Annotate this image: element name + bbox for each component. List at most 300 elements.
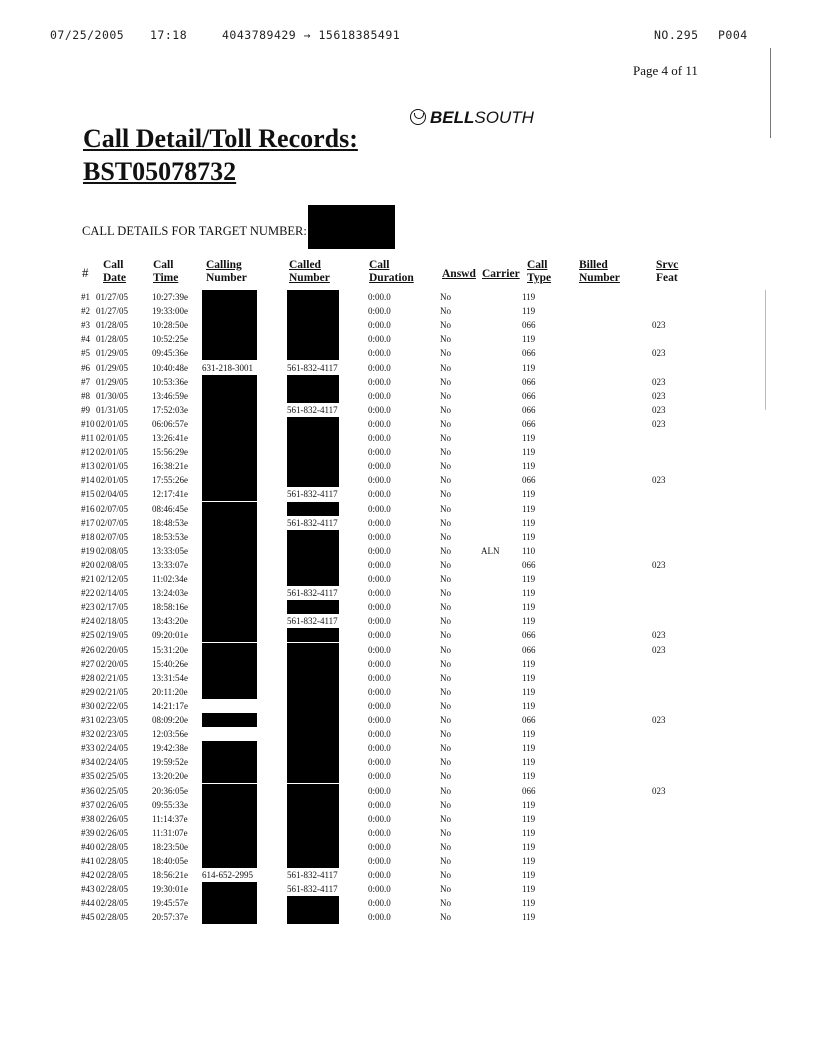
answered: No	[440, 644, 451, 655]
called-number-redaction	[287, 840, 339, 854]
call-date: 01/28/05	[96, 320, 129, 331]
service-feature: 023	[652, 320, 666, 331]
service-feature: 023	[652, 715, 666, 725]
call-type: 119	[522, 602, 536, 613]
calling-number-redaction	[202, 741, 257, 755]
calling-number-redaction	[202, 826, 257, 840]
row-index: #12	[81, 447, 95, 458]
call-type: 119	[522, 743, 536, 754]
table-row	[0, 417, 816, 431]
call-date: 02/24/05	[96, 757, 129, 768]
call-duration: 0:00.0	[368, 447, 391, 458]
bellsouth-logo	[410, 108, 534, 128]
table-row	[0, 868, 816, 882]
calling-number-redaction	[202, 643, 257, 657]
table-row	[0, 896, 816, 910]
call-date: 02/28/05	[96, 912, 129, 923]
called-number: 561-832-4117	[287, 489, 338, 500]
call-duration: 0:00.0	[368, 574, 391, 584]
call-duration: 0:00.0	[368, 334, 391, 345]
table-row	[0, 431, 816, 445]
call-time: 15:56:29e	[152, 447, 188, 458]
header-line: Answd	[442, 268, 476, 280]
call-date: 02/18/05	[96, 616, 129, 627]
call-type: 119	[522, 700, 536, 711]
answered: No	[440, 362, 451, 373]
called-number-redaction	[287, 473, 339, 487]
call-date: 01/29/05	[96, 362, 129, 373]
call-date: 02/28/05	[96, 884, 129, 895]
call-time: 18:58:16e	[152, 602, 188, 613]
calling-number-redaction	[202, 502, 257, 516]
table-row	[0, 502, 816, 516]
calling-number-redaction	[202, 840, 257, 854]
call-type: 066	[522, 644, 536, 655]
row-index: #30	[81, 700, 95, 711]
call-duration: 0:00.0	[368, 475, 391, 486]
row-index: #14	[81, 475, 95, 486]
called-number-redaction	[287, 558, 339, 572]
call-duration: 0:00.0	[368, 856, 391, 866]
call-time: 06:06:57e	[152, 418, 188, 429]
call-time: 13:26:41e	[152, 433, 188, 443]
call-type: 066	[522, 404, 536, 415]
table-row	[0, 332, 816, 346]
called-number-redaction	[287, 685, 339, 699]
call-duration: 0:00.0	[368, 292, 391, 302]
answered: No	[440, 743, 451, 754]
called-number-redaction	[287, 727, 339, 741]
call-time: 10:27:39e	[152, 292, 188, 302]
row-index: #7	[81, 376, 90, 387]
table-row	[0, 558, 816, 572]
call-time: 12:03:56e	[152, 729, 188, 740]
calling-number-redaction	[202, 896, 257, 910]
header-line: Duration	[369, 272, 414, 284]
table-row	[0, 389, 816, 403]
calling-number-redaction	[202, 671, 257, 685]
answered: No	[440, 475, 451, 486]
table-row	[0, 713, 816, 727]
called-number-redaction	[287, 657, 339, 671]
calling-number-redaction	[202, 910, 257, 924]
page-title: Call Detail/Toll Records:	[83, 124, 358, 153]
call-date: 02/07/05	[96, 517, 129, 528]
fax-time: 17:18	[150, 28, 188, 42]
called-number-redaction	[287, 530, 339, 544]
call-type: 119	[522, 813, 536, 824]
table-row	[0, 657, 816, 671]
call-type: 119	[522, 827, 536, 838]
call-type: 119	[522, 672, 536, 683]
table-row	[0, 459, 816, 473]
service-feature: 023	[652, 348, 666, 359]
call-date: 02/12/05	[96, 574, 129, 584]
call-type: 119	[522, 856, 536, 866]
fax-date: 07/25/2005	[50, 28, 125, 42]
call-type: 119	[522, 433, 536, 443]
table-row	[0, 530, 816, 544]
table-row	[0, 671, 816, 685]
call-date: 02/01/05	[96, 461, 129, 472]
answered: No	[440, 870, 451, 881]
answered: No	[440, 757, 451, 768]
call-type: 119	[522, 447, 536, 458]
header-line: Call	[153, 259, 174, 271]
call-duration: 0:00.0	[368, 841, 391, 852]
called-number-redaction	[287, 502, 339, 516]
header-answd	[442, 268, 476, 281]
row-index: #34	[81, 757, 95, 768]
call-duration: 0:00.0	[368, 306, 391, 317]
header-line: Date	[103, 272, 126, 284]
called-number-redaction	[287, 572, 339, 586]
called-number-redaction	[287, 445, 339, 459]
fax-page: P004	[718, 28, 748, 42]
call-date: 02/26/05	[96, 813, 129, 824]
answered: No	[440, 447, 451, 458]
call-date: 02/19/05	[96, 630, 129, 641]
header-carrier	[482, 268, 520, 281]
called-number: 561-832-4117	[287, 362, 338, 373]
calling-number-redaction	[202, 798, 257, 812]
header-call-type	[527, 259, 551, 285]
call-time: 13:33:07e	[152, 559, 188, 570]
fax-route: 4043789429 → 15618385491	[222, 28, 401, 42]
call-date: 01/31/05	[96, 404, 129, 415]
call-time: 14:21:17e	[152, 700, 188, 711]
call-date: 02/23/05	[96, 729, 129, 740]
row-index: #36	[81, 785, 95, 796]
call-date: 02/01/05	[96, 475, 129, 486]
called-number-redaction	[287, 896, 339, 910]
call-date: 02/25/05	[96, 771, 129, 782]
call-type: 119	[522, 884, 536, 895]
call-date: 02/07/05	[96, 531, 129, 542]
call-type: 066	[522, 390, 536, 401]
call-time: 09:55:33e	[152, 799, 188, 810]
call-duration: 0:00.0	[368, 616, 391, 627]
call-type: 119	[522, 898, 536, 909]
row-index: #43	[81, 884, 95, 895]
call-type: 119	[522, 729, 536, 740]
header-line: Srvc	[656, 259, 679, 271]
call-duration: 0:00.0	[368, 658, 391, 669]
header-billed-number	[579, 259, 620, 285]
calling-number: 614-652-2995	[202, 870, 253, 881]
call-type: 119	[522, 461, 536, 472]
call-date: 02/22/05	[96, 700, 129, 711]
called-number-redaction	[287, 304, 339, 318]
calling-number-redaction	[202, 628, 257, 642]
call-type: 066	[522, 630, 536, 641]
answered: No	[440, 813, 451, 824]
service-feature: 023	[652, 630, 666, 641]
row-index: #33	[81, 743, 95, 754]
calling-number-redaction	[202, 586, 257, 600]
table-row	[0, 784, 816, 798]
called-number-redaction	[287, 741, 339, 755]
table-row	[0, 755, 816, 769]
calling-number-redaction	[202, 403, 257, 417]
answered: No	[440, 785, 451, 796]
table-row	[0, 487, 816, 501]
called-number-redaction	[287, 812, 339, 826]
table-row	[0, 346, 816, 360]
call-date: 02/01/05	[96, 447, 129, 458]
call-type: 066	[522, 376, 536, 387]
row-index: #32	[81, 729, 95, 740]
called-number-redaction	[287, 628, 339, 642]
call-type: 066	[522, 559, 536, 570]
call-duration: 0:00.0	[368, 404, 391, 415]
call-duration: 0:00.0	[368, 813, 391, 824]
call-duration: 0:00.0	[368, 531, 391, 542]
calling-number-redaction	[202, 600, 257, 614]
call-type: 066	[522, 320, 536, 331]
call-duration: 0:00.0	[368, 630, 391, 641]
call-time: 08:46:45e	[152, 503, 188, 514]
call-time: 18:40:05e	[152, 856, 188, 866]
calling-number-redaction	[202, 318, 257, 332]
calling-number-redaction	[202, 417, 257, 431]
called-number-redaction	[287, 389, 339, 403]
calling-number-redaction	[202, 544, 257, 558]
answered: No	[440, 489, 451, 500]
called-number-redaction	[287, 332, 339, 346]
calling-number-redaction	[202, 854, 257, 868]
answered: No	[440, 771, 451, 782]
table-row	[0, 741, 816, 755]
target-number-redaction	[308, 205, 395, 249]
answered: No	[440, 827, 451, 838]
called-number-redaction	[287, 699, 339, 713]
call-duration: 0:00.0	[368, 362, 391, 373]
row-index: #13	[81, 461, 95, 472]
service-feature: 023	[652, 644, 666, 655]
call-duration: 0:00.0	[368, 602, 391, 613]
call-time: 15:31:20e	[152, 644, 188, 655]
header-line: Call	[369, 259, 390, 271]
table-row	[0, 600, 816, 614]
table-row	[0, 375, 816, 389]
call-date: 02/01/05	[96, 418, 129, 429]
row-index: #31	[81, 715, 95, 725]
call-duration: 0:00.0	[368, 771, 391, 782]
table-row	[0, 614, 816, 628]
called-number-redaction	[287, 671, 339, 685]
call-time: 10:40:48e	[152, 362, 188, 373]
call-duration: 0:00.0	[368, 503, 391, 514]
calling-number-redaction	[202, 572, 257, 586]
answered: No	[440, 616, 451, 627]
table-row	[0, 812, 816, 826]
call-duration: 0:00.0	[368, 827, 391, 838]
table-row	[0, 318, 816, 332]
call-time: 19:42:38e	[152, 743, 188, 754]
call-type: 119	[522, 531, 536, 542]
call-time: 09:20:01e	[152, 630, 188, 641]
call-duration: 0:00.0	[368, 644, 391, 655]
table-row	[0, 290, 816, 304]
call-time: 20:11:20e	[152, 686, 188, 697]
call-date: 02/21/05	[96, 672, 129, 683]
call-time: 20:36:05e	[152, 785, 188, 796]
call-duration: 0:00.0	[368, 320, 391, 331]
table-row	[0, 304, 816, 318]
call-date: 01/29/05	[96, 348, 129, 359]
table-row	[0, 586, 816, 600]
call-duration: 0:00.0	[368, 461, 391, 472]
fax-header	[0, 28, 816, 44]
call-type: 119	[522, 362, 536, 373]
answered: No	[440, 700, 451, 711]
calling-number: 631-218-3001	[202, 362, 253, 373]
row-index: #28	[81, 672, 95, 683]
calling-number-redaction	[202, 375, 257, 389]
called-number-redaction	[287, 600, 339, 614]
answered: No	[440, 376, 451, 387]
header-line: Type	[527, 272, 552, 284]
call-type: 119	[522, 686, 536, 697]
called-number: 561-832-4117	[287, 404, 338, 415]
call-time: 19:30:01e	[152, 884, 188, 895]
call-duration: 0:00.0	[368, 489, 391, 500]
call-time: 13:43:20e	[152, 616, 188, 627]
fax-number: NO.295	[654, 28, 699, 42]
called-number-redaction	[287, 755, 339, 769]
called-number-redaction	[287, 854, 339, 868]
call-date: 02/04/05	[96, 489, 129, 500]
header-line: Calling	[206, 259, 242, 271]
call-duration: 0:00.0	[368, 898, 391, 909]
call-date: 01/28/05	[96, 334, 129, 345]
call-type: 066	[522, 475, 536, 486]
call-duration: 0:00.0	[368, 785, 391, 796]
call-time: 13:20:20e	[152, 771, 188, 782]
call-type: 119	[522, 870, 536, 881]
call-time: 18:53:53e	[152, 531, 188, 542]
table-row	[0, 685, 816, 699]
call-date: 01/27/05	[96, 292, 129, 302]
calling-number-redaction	[202, 332, 257, 346]
call-time: 13:33:05e	[152, 545, 188, 556]
answered: No	[440, 531, 451, 542]
call-time: 11:14:37e	[152, 813, 188, 824]
call-date: 02/21/05	[96, 686, 129, 697]
calling-number-redaction	[202, 516, 257, 530]
answered: No	[440, 799, 451, 810]
table-row	[0, 840, 816, 854]
answered: No	[440, 602, 451, 613]
call-date: 02/17/05	[96, 602, 129, 613]
call-type: 110	[522, 545, 536, 556]
header-calling-number	[206, 259, 247, 285]
row-index: #18	[81, 531, 95, 542]
answered: No	[440, 912, 451, 923]
answered: No	[440, 348, 451, 359]
called-number: 561-832-4117	[287, 884, 338, 895]
called-number-redaction	[287, 643, 339, 657]
call-type: 119	[522, 912, 536, 923]
call-duration: 0:00.0	[368, 545, 391, 556]
header-line: Call	[527, 259, 548, 271]
calling-number-redaction	[202, 459, 257, 473]
call-date: 02/08/05	[96, 545, 129, 556]
logo-italic-text: SOUTH	[474, 108, 534, 127]
called-number-redaction	[287, 826, 339, 840]
table-row	[0, 826, 816, 840]
row-index: #35	[81, 771, 95, 782]
table-row	[0, 798, 816, 812]
call-date: 02/28/05	[96, 856, 129, 866]
call-time: 10:28:50e	[152, 320, 188, 331]
table-row	[0, 473, 816, 487]
calling-number-redaction	[202, 445, 257, 459]
calling-number-redaction	[202, 614, 257, 628]
answered: No	[440, 856, 451, 866]
call-type: 119	[522, 574, 536, 584]
header-line: Call	[103, 259, 124, 271]
called-number-redaction	[287, 910, 339, 924]
service-feature: 023	[652, 418, 666, 429]
call-time: 18:48:53e	[152, 517, 188, 528]
called-number-redaction	[287, 544, 339, 558]
row-index: #21	[81, 574, 95, 584]
row-index: #26	[81, 644, 95, 655]
call-date: 02/20/05	[96, 658, 129, 669]
call-type: 119	[522, 334, 536, 345]
call-duration: 0:00.0	[368, 559, 391, 570]
call-type: 119	[522, 489, 536, 500]
call-type: 119	[522, 503, 536, 514]
answered: No	[440, 715, 451, 725]
calling-number-redaction	[202, 755, 257, 769]
table-row	[0, 403, 816, 417]
row-index: #1	[81, 292, 90, 302]
called-number-redaction	[287, 713, 339, 727]
service-feature: 023	[652, 475, 666, 486]
header-call-date	[103, 259, 126, 285]
call-time: 13:24:03e	[152, 588, 188, 599]
call-duration: 0:00.0	[368, 799, 391, 810]
call-time: 15:40:26e	[152, 658, 188, 669]
call-time: 13:31:54e	[152, 672, 188, 683]
call-duration: 0:00.0	[368, 729, 391, 740]
table-row	[0, 699, 816, 713]
row-index: #10	[81, 418, 95, 429]
call-time: 17:55:26e	[152, 475, 188, 486]
called-number-redaction	[287, 769, 339, 783]
call-date: 01/29/05	[96, 376, 129, 387]
calling-number-redaction	[202, 769, 257, 783]
header-line: Billed	[579, 259, 608, 271]
service-feature: 023	[652, 404, 666, 415]
called-number-redaction	[287, 798, 339, 812]
answered: No	[440, 729, 451, 740]
row-index: #11	[81, 433, 95, 443]
answered: No	[440, 404, 451, 415]
header-srvc-feat	[656, 259, 678, 285]
table-row	[0, 727, 816, 741]
scan-edge-line	[770, 48, 771, 138]
row-index: #29	[81, 686, 95, 697]
row-index: #41	[81, 856, 95, 866]
calling-number-redaction	[202, 431, 257, 445]
call-time: 19:59:52e	[152, 757, 188, 768]
table-row	[0, 516, 816, 530]
call-duration: 0:00.0	[368, 376, 391, 387]
